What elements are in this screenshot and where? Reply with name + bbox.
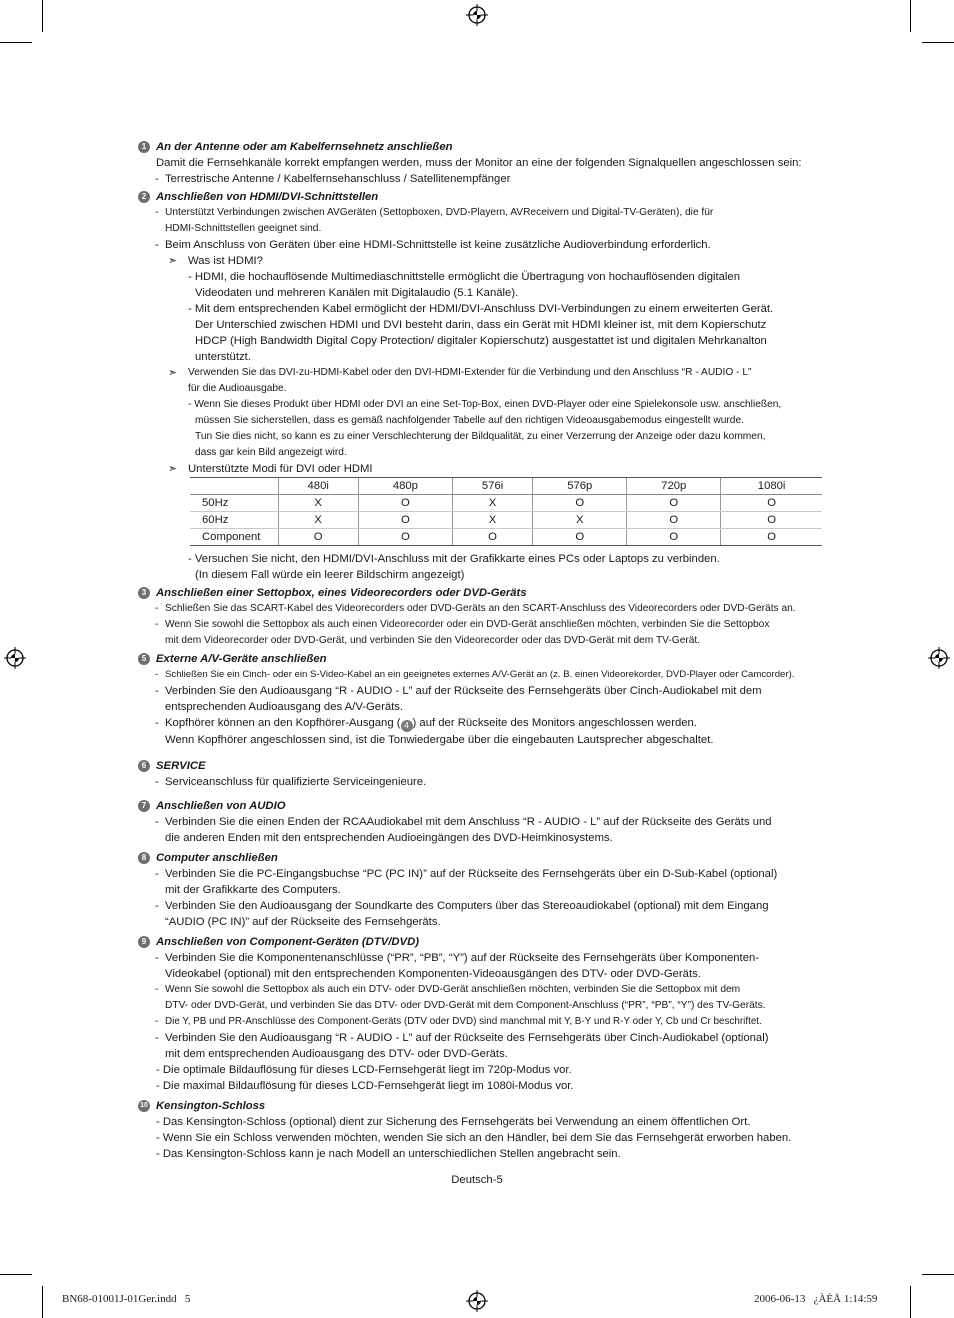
note-title: Unterstützte Modi für DVI oder HDMI [188, 463, 373, 475]
table-header-cell: 1080i [721, 478, 822, 495]
list-item: Wenn Sie sowohl die Settopbox als auch einen Videorecorder oder ein DVD-Gerät anschließen möchten, verbinden Sie die Settopbox [165, 619, 770, 630]
imprint-timestamp: 2006-06-13 ¿ÀÈÄ 1:14:59 [754, 1293, 878, 1305]
crop-mark [42, 1286, 43, 1318]
section-number-icon: 3 [138, 587, 150, 599]
note-line: (In diesem Fall würde ein leerer Bildschirm angezeigt) [195, 569, 465, 581]
section-heading: 3 Anschließen einer Settopbox, eines Videorecorders oder DVD-Geräts [138, 585, 822, 601]
list-item: HDMI-Schnittstellen geeignet sind. [165, 223, 322, 234]
note-arrow-icon: ➣ [168, 463, 178, 475]
note-line: dass gar kein Bild angezeigt wird. [195, 447, 347, 458]
section-number-icon: 2 [138, 191, 150, 203]
note-line: unterstützt. [195, 351, 251, 363]
table-header-cell [190, 478, 278, 495]
table-cell: O [627, 495, 721, 512]
table-row [190, 495, 822, 512]
section-number-icon: 8 [138, 852, 150, 864]
list-item: entsprechenden Audioausgang des A/V-Geräts. [165, 701, 404, 713]
section-heading: 6 SERVICE [138, 758, 822, 774]
note-title: Was ist HDMI? [188, 255, 263, 267]
table-header-cell: 480i [278, 478, 358, 495]
list-item: - Das Kensington-Schloss (optional) dient zur Sicherung des Fernsehgeräts bei Verwendung an einem öffentlichen Ort. [156, 1116, 751, 1128]
table-cell: O [452, 529, 532, 546]
crop-mark [0, 42, 32, 43]
section-number-icon: 9 [138, 936, 150, 948]
list-item: Wenn Sie sowohl die Settopbox als auch ein DTV- oder DVD-Gerät anschließen möchten, verbinden Sie die Settopbox mit dem [165, 984, 741, 995]
list-item: - Die maximal Bildauflösung für dieses LCD-Fernsehgerät liegt im 1080i-Modus vor. [156, 1080, 574, 1092]
registration-mark-icon [466, 4, 488, 26]
section-hdmi-dvi: 2 Anschließen von HDMI/DVI-Schnittstellen - Unterstützt Verbindungen zwischen AVGeräten (Settopboxen, DVD-Playern, AVReceivern und Digital-TV-Geräten), die für HDMI-Schnittstellen geeignet sind. - Beim Anschluss von Geräten über eine HDMI-Schnittstelle ist keine zusätzliche Audioverbindung erforderlich. ➣ Was ist HDMI? - HDMI, die hochauflösende Multimediaschnittstelle ermöglicht die Übertragung von hochauflösenden digitalen Videodaten und mehreren Kanälen mit Digitalaudio (5.1 Kanäle). - Mit dem entsprechenden Kabel ermöglicht der HDMI/DVI-Anschluss DVI-Verbindungen zu einem erweiterten Gerät. Der Unterschied zwischen HDMI und DVI besteht darin, dass ein Gerät mit HDMI kleiner ist, mit dem Kopierschutz HDCP (High Bandwidth Digital Copy Protection/ digitaler Kopierschutz) ausgestattet ist und digitalen Mehrkanalton unterstützt. ➣ Verwenden Sie das DVI-zu-HDMI-Kabel oder den DVI-HDMI-Extender für die Verbindung und den Anschluss “R - AUDIO - L” für die Audioausgabe. - Wenn Sie dieses Produkt über HDMI oder DVI an eine Set-Top-Box, einen DVD-Player oder eine Spielekonsole usw. anschließen, müssen Sie sicherstellen, dass es gemäß nachfolgender Tabelle auf den richtigen Videoausgabemodus eingestellt wurde. Tun Sie dies nicht, so kann es zu einer Verschlechterung der Bildqualität, zu einer Verzerrung der Anzeige oder dazu kommen, dass gar kein Bild angezeigt wird. ➣ Unterstützte Modi für DVI oder HDMI 480i 480p 576i 576p 720p 1080i 50Hz X O X O O O 60Hz X O X X O O Component O O O O O O - Versuchen Sie nicht, den HDMI/DVI-Anschluss mit der Grafikkarte eines PCs oder Laptops zu verbinden. (In diesem Fall würde ein leerer Bildschirm angezeigt) [138, 189, 822, 583]
table-cell: X [278, 495, 358, 512]
table-cell: Component [190, 529, 278, 546]
table-cell: 60Hz [190, 512, 278, 529]
section-external-av: 5 Externe A/V-Geräte anschließen - Schließen Sie ein Cinch- oder ein S-Video-Kabel an ein geeignetes externes A/V-Gerät an (z. B. einen Videorekorder, DVD-Player oder Camcorder). - Verbinden Sie den Audioausgang “R - AUDIO - L” auf der Rückseite des Fernsehgeräts über Cinch-Audiokabel mit dem entsprechenden Audioausgang des A/V-Geräts. - Kopfhörer können an den Kopfhörer-Ausgang ( 4 ) auf der Rückseite des Monitors angeschlossen werden. Wenn Kopfhörer angeschlossen sind, ist die Tonwiedergabe über die eingebauten Lautsprecher abgeschaltet. [138, 651, 822, 748]
table-cell: O [358, 529, 452, 546]
table-header-cell: 576i [452, 478, 532, 495]
headphone-jack-icon: 4 [401, 720, 413, 732]
table-cell: O [721, 529, 822, 546]
paragraph: Damit die Fernsehkanäle korrekt empfangen werden, muss der Monitor an eine der folgenden Signalquellen angeschlossen sein: [156, 157, 802, 169]
registration-mark-icon [4, 647, 26, 669]
section-heading: 7 Anschließen von AUDIO [138, 798, 822, 814]
table-cell: X [533, 512, 627, 529]
section-number-icon: 6 [138, 760, 150, 772]
note-title: für die Audioausgabe. [188, 383, 287, 394]
table-row [190, 529, 822, 546]
table-cell: O [627, 512, 721, 529]
section-heading: 10 Kensington-Schloss [138, 1098, 822, 1114]
table-cell: O [627, 529, 721, 546]
note-line: HDCP (High Bandwidth Digital Copy Protection/ digitaler Kopierschutz) ausgestattet ist und digitalen Mehrkanalton [195, 335, 767, 347]
note-arrow-icon: ➣ [168, 255, 178, 267]
list-item: Terrestrische Antenne / Kabelfernsehanschluss / Satellitenempfänger [165, 173, 511, 185]
note-line: müssen Sie sicherstellen, dass es gemäß nachfolgender Tabelle auf den richtigen Videoausgabemodus eingestellt wurde. [195, 415, 744, 426]
crop-mark [910, 0, 911, 32]
list-item: Verbinden Sie den Audioausgang “R - AUDIO - L” auf der Rückseite des Fernsehgeräts über Cinch-Audiokabel mit dem [165, 685, 762, 697]
list-item: Verbinden Sie den Audioausgang der Soundkarte des Computers über das Stereoaudiokabel (optional) mit dem Eingang [165, 900, 769, 912]
crop-mark [910, 1286, 911, 1318]
section-number-icon: 1 [138, 141, 150, 153]
section-settopbox: 3 Anschließen einer Settopbox, eines Videorecorders oder DVD-Geräts - Schließen Sie das SCART-Kabel des Videorecorders oder DVD-Geräts an den SCART-Anschluss des Videorecorders oder DVD-Geräts an. - Wenn Sie sowohl die Settopbox als auch einen Videorecorder oder ein DVD-Gerät anschließen möchten, verbinden Sie die Settopbox mit dem Videorecorder oder DVD-Gerät, und verbinden Sie den Videorecorder oder das DVD-Gerät mit dem TV-Gerät. [138, 585, 822, 649]
note-line: - Versuchen Sie nicht, den HDMI/DVI-Anschluss mit der Grafikkarte eines PCs oder Laptops zu verbinden. [188, 553, 720, 565]
page-number: Deutsch-5 [451, 1174, 503, 1186]
note-title: Verwenden Sie das DVI-zu-HDMI-Kabel oder den DVI-HDMI-Extender für die Verbindung und den Anschluss “R - AUDIO - L” [188, 367, 752, 378]
list-item: - Wenn Sie ein Schloss verwenden möchten, wenden Sie sich an den Händler, bei dem Sie das Fernsehgerät erworben haben. [156, 1132, 792, 1144]
table-header-cell: 576p [533, 478, 627, 495]
table-cell: O [533, 495, 627, 512]
list-item: mit dem entsprechenden Audioausgang des DTV- oder DVD-Geräts. [165, 1048, 508, 1060]
list-item: Schließen Sie ein Cinch- oder ein S-Video-Kabel an ein geeignetes externes A/V-Gerät an (z. B. einen Videorekorder, DVD-Player oder Camcorder). [165, 669, 795, 680]
section-computer: 8 Computer anschließen - Verbinden Sie die PC-Eingangsbuchse “PC (PC IN)” auf der Rückseite des Fernsehgeräts über ein D-Sub-Kabel (optional) mit der Grafikkarte des Computers. - Verbinden Sie den Audioausgang der Soundkarte des Computers über das Stereoaudiokabel (optional) mit dem Eingang “AUDIO (PC IN)” auf der Rückseite des Fernsehgeräts. [138, 850, 822, 930]
list-item: Kopfhörer können an den Kopfhörer-Ausgang ( [165, 717, 401, 729]
section-heading: 1 An der Antenne oder am Kabelfernsehnetz anschließen [138, 139, 822, 155]
section-number-icon: 10 [138, 1100, 150, 1112]
section-audio: 7 Anschließen von AUDIO - Verbinden Sie die einen Enden der RCAAudiokabel mit dem Anschluss “R - AUDIO - L” auf der Rückseite des Geräts und die anderen Enden mit den entsprechenden Audioeingängen des DVD-Heimkinosystems. [138, 798, 822, 846]
list-item: “AUDIO (PC IN)” auf der Rückseite des Fernsehgeräts. [165, 916, 441, 928]
table-header-cell: 480p [358, 478, 452, 495]
table-cell: X [452, 495, 532, 512]
list-item: Verbinden Sie die Komponentenanschlüsse (“PR”, “PB”, “Y”) auf der Rückseite des Fernsehgeräts über Komponenten- [165, 952, 760, 964]
section-antenna: 1 An der Antenne oder am Kabelfernsehnetz anschließen Damit die Fernsehkanäle korrekt empfangen werden, muss der Monitor an eine der folgenden Signalquellen angeschlossen sein: - Terrestrische Antenne / Kabelfernsehanschluss / Satellitenempfänger [138, 139, 822, 187]
section-number-icon: 7 [138, 800, 150, 812]
table-cell: X [452, 512, 532, 529]
imprint-filename: BN68-01001J-01Ger.indd 5 [62, 1293, 191, 1305]
list-item: die anderen Enden mit den entsprechenden Audioeingängen des DVD-Heimkinosystems. [165, 832, 613, 844]
list-item: Beim Anschluss von Geräten über eine HDMI-Schnittstelle ist keine zusätzliche Audioverbindung erforderlich. [165, 239, 711, 251]
list-item: Verbinden Sie den Audioausgang “R - AUDIO - L” auf der Rückseite des Fernsehgeräts über Cinch-Audiokabel (optional) [165, 1032, 769, 1044]
section-number-icon: 5 [138, 653, 150, 665]
table-cell: O [533, 529, 627, 546]
list-item: Verbinden Sie die PC-Eingangsbuchse “PC (PC IN)” auf der Rückseite des Fernsehgeräts über ein D-Sub-Kabel (optional) [165, 868, 778, 880]
note-line: - Wenn Sie dieses Produkt über HDMI oder DVI an eine Set-Top-Box, einen DVD-Player oder eine Spielekonsole usw. anschließen, [188, 399, 782, 410]
list-item: Schließen Sie das SCART-Kabel des Videorecorders oder DVD-Geräts an den SCART-Anschluss des Videorecorders oder DVD-Geräts an. [165, 603, 796, 614]
section-heading: 9 Anschließen von Component-Geräten (DTV/DVD) [138, 934, 822, 950]
note-line: Tun Sie dies nicht, so kann es zu einer Verschlechterung der Bildqualität, zu einer Verzerrung der Anzeige oder dazu kommen, [195, 431, 766, 442]
table-header-cell: 720p [627, 478, 721, 495]
table-cell: O [358, 495, 452, 512]
crop-mark [0, 1274, 32, 1275]
section-heading: 5 Externe A/V-Geräte anschließen [138, 651, 822, 667]
manual-content [138, 137, 822, 1162]
note-line: - HDMI, die hochauflösende Multimediaschnittstelle ermöglicht die Übertragung von hochauflösenden digitalen [188, 271, 740, 283]
dvi-modes-table [190, 477, 822, 546]
list-item: Videokabel (optional) mit den entsprechenden Komponenten-Videoausgängen des DTV- oder DVD-Geräts. [165, 968, 701, 980]
list-item: Wenn Kopfhörer angeschlossen sind, ist die Tonwiedergabe über die eingebauten Lautsprecher abgeschaltet. [165, 734, 714, 746]
section-component: 9 Anschließen von Component-Geräten (DTV/DVD) - Verbinden Sie die Komponentenanschlüsse (“PR”, “PB”, “Y”) auf der Rückseite des Fernsehgeräts über Komponenten- Videokabel (optional) mit den entsprechenden Komponenten-Videoausgängen des DTV- oder DVD-Geräts. - Wenn Sie sowohl die Settopbox als auch ein DTV- oder DVD-Gerät anschließen möchten, verbinden Sie die Settopbox mit dem DTV- oder DVD-Gerät, und verbinden Sie das DTV- oder DVD-Gerät mit dem Component-Anschluss (“PR”, “PB”, “Y”) des TV-Geräts. - Die Y, PB und PR-Anschlüsse des Component-Geräts (DTV oder DVD) sind manchmal mit Y, B-Y und R-Y oder Y, Cb und Cr beschriftet. - Verbinden Sie den Audioausgang “R - AUDIO - L” auf der Rückseite des Fernsehgeräts über Cinch-Audiokabel (optional) mit dem entsprechenden Audioausgang des DTV- oder DVD-Geräts. - Die optimale Bildauflösung für dieses LCD-Fernsehgerät liegt im 720p-Modus vor. - Die maximal Bildauflösung für dieses LCD-Fernsehgerät liegt im 1080i-Modus vor. [138, 934, 822, 1094]
list-item: - Das Kensington-Schloss kann je nach Modell an unterschiedlichen Stellen angebracht sein. [156, 1148, 621, 1160]
note-line: Der Unterschied zwischen HDMI und DVI besteht darin, dass ein Gerät mit HDMI kleiner ist, mit dem Kopierschutz [195, 319, 767, 331]
crop-mark [922, 42, 954, 43]
note-line: Videodaten und mehreren Kanälen mit Digitalaudio (5.1 Kanäle). [195, 287, 519, 299]
registration-mark-icon [928, 647, 950, 669]
section-kensington [138, 1098, 822, 1162]
list-item: ) auf der Rückseite des Monitors angeschlossen werden. [412, 717, 697, 729]
list-item: Verbinden Sie die einen Enden der RCAAudiokabel mit dem Anschluss “R - AUDIO - L” auf der Rückseite des Geräts und [165, 816, 772, 828]
table-cell: O [721, 495, 822, 512]
list-item: DTV- oder DVD-Gerät, und verbinden Sie das DTV- oder DVD-Gerät mit dem Component-Anschluss (“PR”, “PB”, “Y”) des TV-Geräts. [165, 1000, 766, 1011]
crop-mark [922, 1274, 954, 1275]
list-item: Serviceanschluss für qualifizierte Serviceingenieure. [165, 776, 427, 788]
note-arrow-icon: ➣ [168, 367, 178, 379]
table-cell: 50Hz [190, 495, 278, 512]
list-item: Unterstützt Verbindungen zwischen AVGeräten (Settopboxen, DVD-Playern, AVReceivern und Digital-TV-Geräten), die für [165, 207, 714, 218]
note-line: - Mit dem entsprechenden Kabel ermöglicht der HDMI/DVI-Anschluss DVI-Verbindungen zu einem erweiterten Gerät. [188, 303, 774, 315]
section-heading: 2 Anschließen von HDMI/DVI-Schnittstellen [138, 189, 822, 205]
table-cell: O [278, 529, 358, 546]
crop-mark [42, 0, 43, 32]
table-cell: X [278, 512, 358, 529]
table-header-row [190, 478, 822, 495]
list-item: mit dem Videorecorder oder DVD-Gerät, und verbinden Sie den Videorecorder oder das DVD-Gerät mit dem TV-Gerät. [165, 635, 701, 646]
section-heading: 8 Computer anschließen [138, 850, 822, 866]
registration-mark-icon [466, 1290, 488, 1312]
section-service: 6 SERVICE - Serviceanschluss für qualifizierte Serviceingenieure. [138, 758, 822, 790]
list-item: Die Y, PB und PR-Anschlüsse des Component-Geräts (DTV oder DVD) sind manchmal mit Y, B-Y und R-Y oder Y, Cb und Cr beschriftet. [165, 1016, 762, 1027]
table-cell: O [721, 512, 822, 529]
table-cell: O [358, 512, 452, 529]
table-row [190, 512, 822, 529]
list-item: mit der Grafikkarte des Computers. [165, 884, 341, 896]
list-item: - Die optimale Bildauflösung für dieses LCD-Fernsehgerät liegt im 720p-Modus vor. [156, 1064, 572, 1076]
